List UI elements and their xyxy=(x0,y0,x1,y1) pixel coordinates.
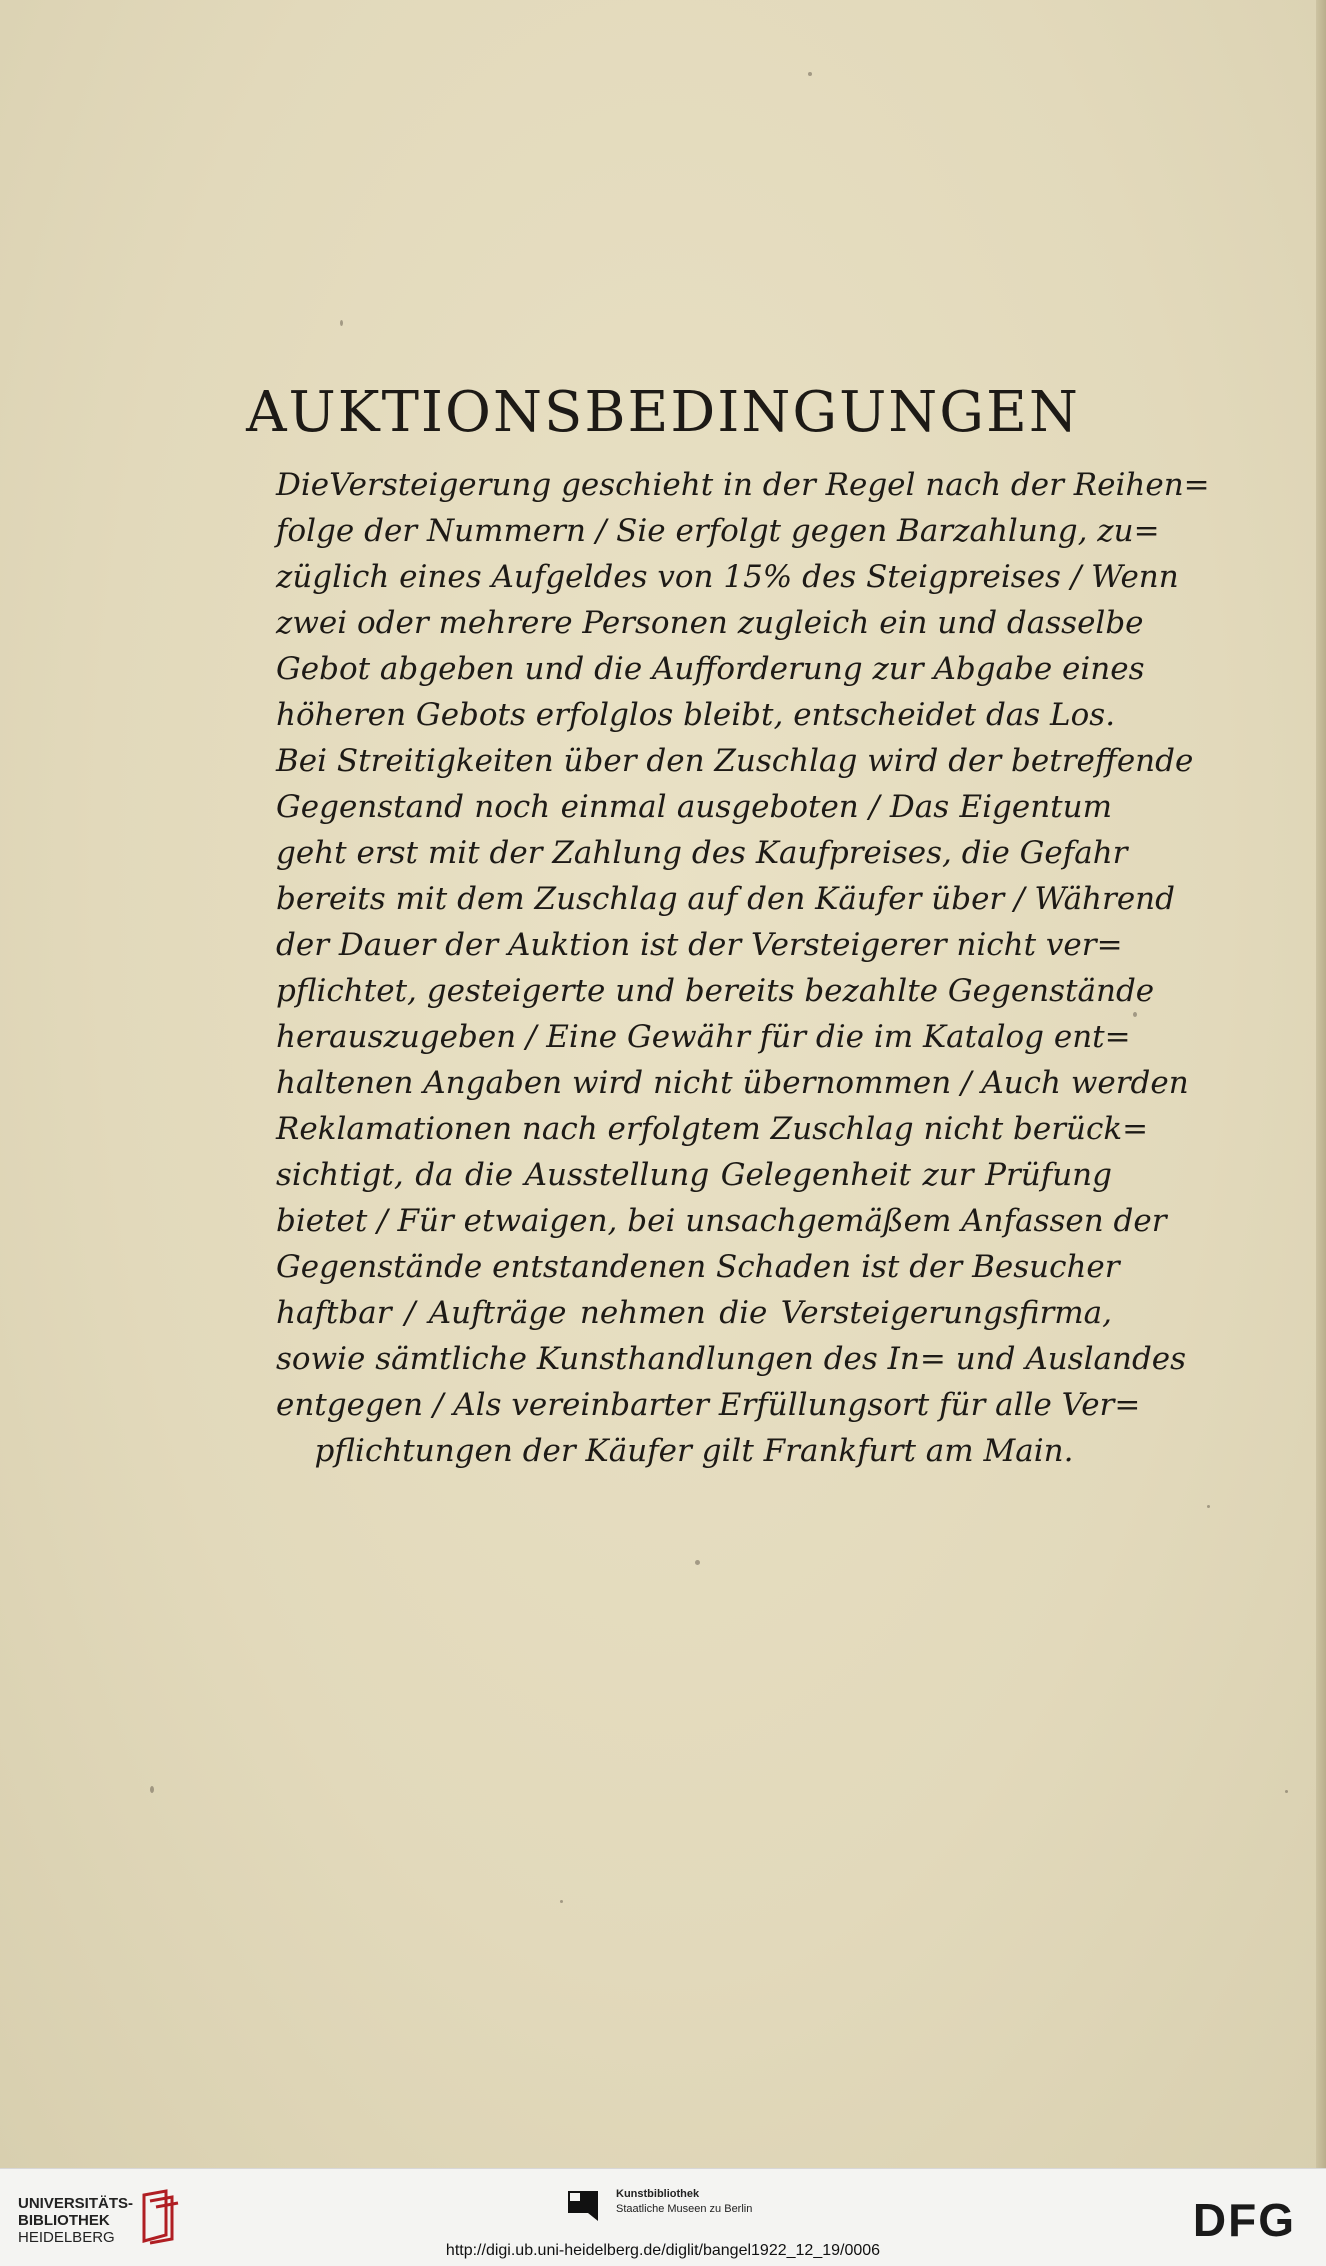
paper-speck xyxy=(150,1786,154,1793)
paper-speck xyxy=(695,1560,700,1565)
kunstbibliothek-logo[interactable] xyxy=(616,2187,752,2217)
paper-speck xyxy=(340,320,343,326)
text-line-last: pflichtungen der Käufer gilt Frankfurt am Main. xyxy=(314,1433,1074,1469)
text-line: Gegenstand noch einmal ausgeboten / Das Eigentum xyxy=(276,789,1112,825)
paper-speck xyxy=(1285,1790,1288,1793)
text-line: geht erst mit der Zahlung des Kaufpreises, die Gefahr xyxy=(276,835,1128,871)
text-line: bietet / Für etwaigen, bei unsachgemäßem Anfassen der xyxy=(276,1203,1167,1239)
kunstbibliothek-name: Kunstbibliothek xyxy=(616,2188,700,2200)
paper-speck xyxy=(1133,1012,1137,1017)
text-line: Bei Streitigkeiten über den Zuschlag wird der betreffende xyxy=(276,743,1194,779)
text-line: DieVersteigerung geschieht in der Regel nach der Reihen= xyxy=(276,467,1210,503)
kunstbibliothek-icon xyxy=(566,2189,602,2223)
viewer-footer xyxy=(0,2168,1326,2266)
ub-heidelberg-logo[interactable] xyxy=(18,2195,133,2246)
kunstbibliothek-sub: Staatliche Museen zu Berlin xyxy=(616,2203,753,2215)
dfg-logo[interactable]: DFG xyxy=(1192,2194,1296,2246)
text-line: züglich eines Aufgeldes von 15% des Steigpreises / Wenn xyxy=(276,559,1179,595)
text-line: pflichtet, gesteigerte und bereits bezahlte Gegenstände xyxy=(276,973,1155,1009)
conditions-text xyxy=(276,462,1210,1474)
text-line: der Dauer der Auktion ist der Versteigerer nicht ver= xyxy=(276,927,1123,963)
text-line: Gebot abgeben und die Aufforderung zur Abgabe eines xyxy=(276,651,1145,687)
text-line: sowie sämtliche Kunsthandlungen des In= und Auslandes xyxy=(276,1341,1187,1377)
text-line: sichtigt, da die Ausstellung Gelegenheit zur Prüfung xyxy=(276,1157,1112,1193)
text-line: haftbar / Aufträge nehmen die Versteigerungsfirma, xyxy=(276,1295,1112,1331)
text-line: Reklamationen nach erfolgtem Zuschlag nicht berück= xyxy=(276,1111,1149,1147)
paper-speck xyxy=(808,72,812,76)
text-line: entgegen / Als vereinbarter Erfüllungsort für alle Ver= xyxy=(276,1387,1141,1423)
ub-logo-line: BIBLIOTHEK xyxy=(18,2212,110,2229)
document-title: AUKTIONSBEDINGUNGEN xyxy=(246,380,1080,445)
permalink-url[interactable]: http://digi.ub.uni-heidelberg.de/diglit/bangel1922_12_19/0006 xyxy=(445,2242,881,2259)
ub-emblem-icon xyxy=(136,2189,184,2245)
text-line: haltenen Angaben wird nicht übernommen / Auch werden xyxy=(276,1065,1189,1101)
text-line: folge der Nummern / Sie erfolgt gegen Barzahlung, zu= xyxy=(276,513,1160,549)
page-edge-shadow xyxy=(1316,0,1326,2168)
ub-logo-line: HEIDELBERG xyxy=(18,2229,115,2246)
text-line: herauszugeben / Eine Gewähr für die im Katalog ent= xyxy=(276,1019,1131,1055)
paper-speck xyxy=(1207,1505,1210,1508)
text-line: bereits mit dem Zuschlag auf den Käufer über / Während xyxy=(276,881,1175,917)
text-line: zwei oder mehrere Personen zugleich ein und dasselbe xyxy=(276,605,1144,641)
ub-logo-line: UNIVERSITÄTS- xyxy=(18,2195,134,2212)
paper-speck xyxy=(560,1900,563,1903)
text-line: höheren Gebots erfolglos bleibt, entscheidet das Los. xyxy=(276,697,1116,733)
text-line: Gegenstände entstandenen Schaden ist der Besucher xyxy=(276,1249,1120,1285)
